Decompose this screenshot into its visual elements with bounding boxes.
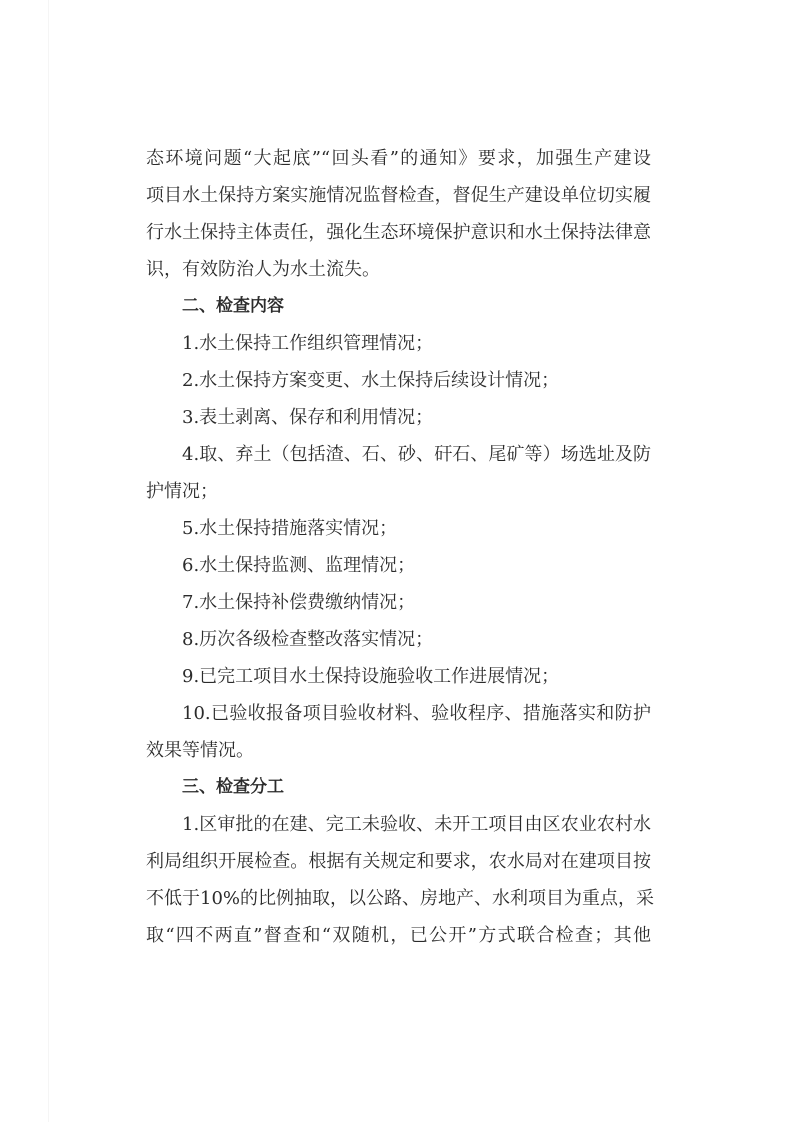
list-item-continuation: 效果等情况。 [146, 740, 254, 761]
paragraph-line: 态环境问题“大起底”“回头看”的通知》要求，加强生产建设 [146, 148, 651, 169]
list-item: 4.取、弃土（包括渣、石、砂、矸石、尾矿等）场选址及防 [182, 444, 651, 465]
paragraph-line: 不低于10%的比例抽取，以公路、房地产、水利项目为重点，采 [146, 888, 655, 909]
paragraph-line: 1.区审批的在建、完工未验收、未开工项目由区农业农村水 [182, 814, 651, 835]
list-item: 10.已验收报备项目验收材料、验收程序、措施落实和防护 [182, 703, 651, 724]
list-item: 8.历次各级检查整改落实情况； [182, 629, 434, 650]
list-item: 7.水土保持补偿费缴纳情况； [182, 592, 416, 613]
scan-edge-shadow [48, 0, 49, 1122]
paragraph-line: 取“四不两直”督查和“双随机，已公开”方式联合检查；其他 [146, 925, 651, 946]
intro-paragraph [146, 140, 651, 288]
list-item: 9.已完工项目水土保持设施验收工作进展情况； [182, 666, 560, 687]
list-item: 5.水土保持措施落实情况； [182, 518, 398, 539]
list-item: 6.水土保持监测、监理情况； [182, 555, 416, 576]
paragraph-line: 行水土保持主体责任，强化生态环境保护意识和水土保持法律意 [146, 222, 651, 243]
division-paragraph [146, 806, 655, 954]
document-body [146, 140, 655, 954]
list-item-continuation: 护情况； [146, 481, 218, 502]
section-heading-inspection-content: 二、检查内容 [182, 296, 284, 316]
list-item: 2.水土保持方案变更、水土保持后续设计情况； [182, 370, 560, 391]
paragraph-line: 利局组织开展检查。根据有关规定和要求，农水局对在建项目按 [146, 851, 651, 872]
inspection-content-list [146, 325, 651, 769]
paragraph-line: 项目水土保持方案实施情况监督检查，督促生产建设单位切实履 [146, 185, 651, 206]
paragraph-line: 识，有效防治人为水土流失。 [146, 259, 380, 280]
section-heading-inspection-division: 三、检查分工 [182, 777, 284, 797]
list-item: 3.表土剥离、保存和利用情况； [182, 407, 434, 428]
list-item: 1.水土保持工作组织管理情况； [182, 333, 434, 354]
